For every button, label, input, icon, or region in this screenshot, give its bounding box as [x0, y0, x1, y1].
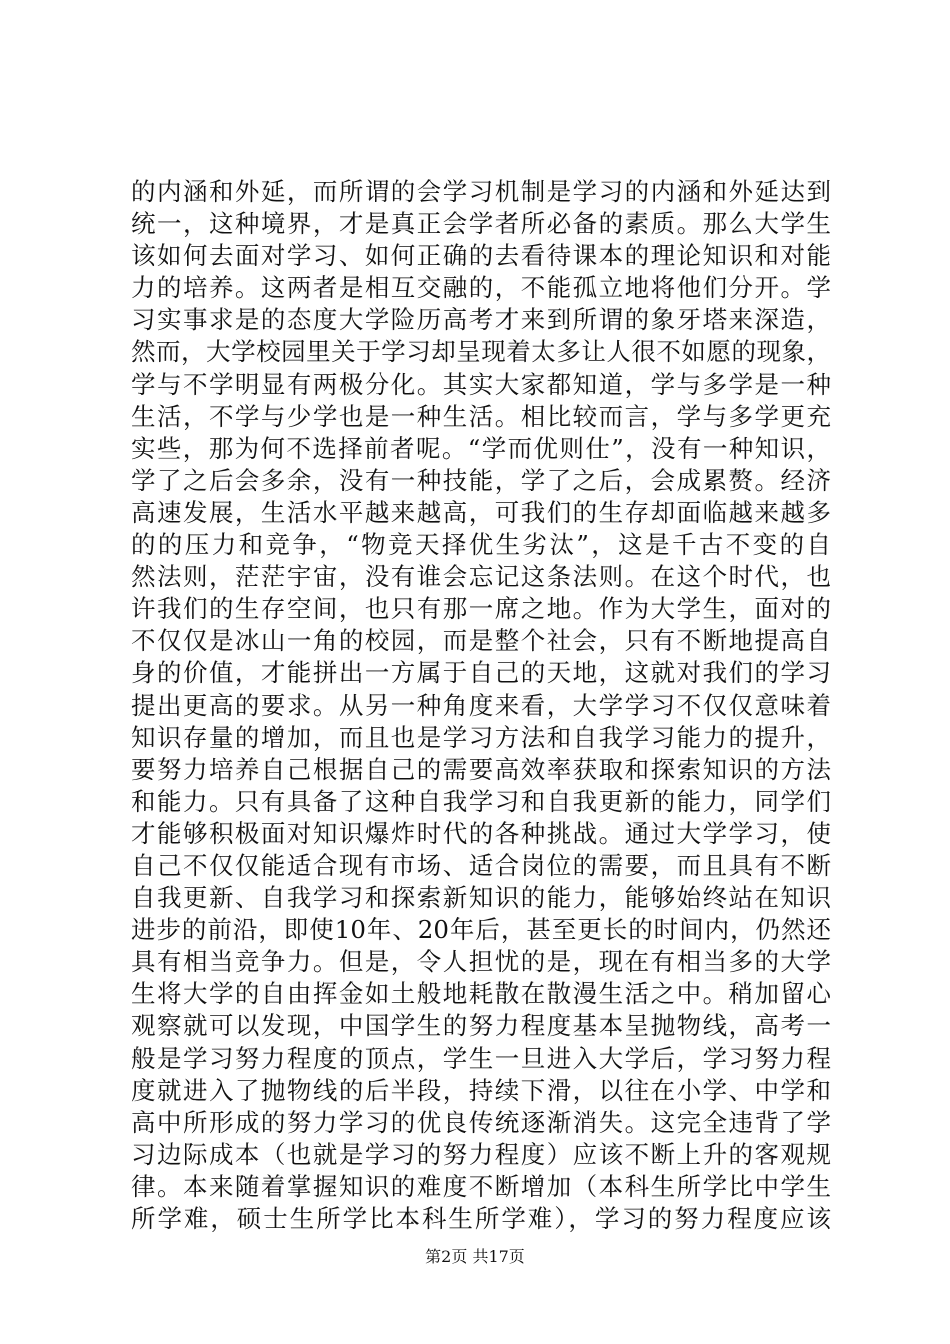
text-line: 的的压力和竞争，“物竞天择优生劣汰”，这是千古不变的自: [131, 530, 831, 560]
text-line: 自己不仅仅能适合现有市场、适合岗位的需要，而且具有不断: [131, 850, 831, 880]
text-line: 才能够积极面对知识爆炸时代的各种挑战。通过大学学习，使: [131, 818, 831, 848]
text-line: 身的价值，才能拼出一方属于自己的天地，这就对我们的学习: [131, 658, 831, 688]
text-line: 所学难，硕士生所学比本科生所学难），学习的努力程度应该: [131, 1204, 831, 1233]
text-line: 律。本来随着掌握知识的难度不断增加（本科生所学比中学生: [131, 1171, 831, 1201]
text-line: 不仅仅是冰山一角的校园，而是整个社会，只有不断地提高自: [131, 626, 831, 656]
text-line: 高中所形成的努力学习的优良传统逐渐消失。这完全违背了学: [131, 1107, 831, 1137]
text-line: 要努力培养自己根据自己的需要高效率获取和探索知识的方法: [131, 754, 831, 784]
text-line: 的内涵和外延，而所谓的会学习机制是学习的内涵和外延达到: [131, 177, 831, 206]
text-line: 然法则，茫茫宇宙，没有谁会忘记这条法则。在这个时代，也: [131, 562, 831, 592]
text-line: 力的培养。这两者是相互交融的，不能孤立地将他们分开。学: [131, 273, 831, 303]
text-line: 然而，大学校园里关于学习却呈现着太多让人很不如愿的现象，: [131, 337, 831, 367]
text-line: 具有相当竞争力。但是，令人担忧的是，现在有相当多的大学: [131, 947, 831, 977]
text-line: 该如何去面对学习、如何正确的去看待课本的理论知识和对能: [131, 241, 831, 271]
text-line: 度就进入了抛物线的后半段，持续下滑，以往在小学、中学和: [131, 1075, 831, 1105]
text-line: 实些，那为何不选择前者呢。“学而优则仕”，没有一种知识，: [131, 433, 831, 463]
text-line: 生将大学的自由挥金如土般地耗散在散漫生活之中。稍加留心: [131, 979, 831, 1009]
text-line: 知识存量的增加，而且也是学习方法和自我学习能力的提升，: [131, 722, 831, 752]
text-line: 习边际成本（也就是学习的努力程度）应该不断上升的客观规: [131, 1139, 831, 1169]
text-line: 观察就可以发现，中国学生的努力程度基本呈抛物线，高考一: [131, 1011, 831, 1041]
text-line: 统一，这种境界，才是真正会学者所必备的素质。那么大学生: [131, 209, 831, 239]
text-line: 提出更高的要求。从另一种角度来看，大学学习不仅仅意味着: [131, 690, 831, 720]
text-line: 自我更新、自我学习和探索新知识的能力，能够始终站在知识: [131, 883, 831, 913]
text-line: 和能力。只有具备了这种自我学习和自我更新的能力，同学们: [131, 786, 831, 816]
text-line: 进步的前沿，即使10年、20年后，甚至更长的时间内，仍然还: [131, 915, 831, 945]
text-line: 般是学习努力程度的顶点，学生一旦进入大学后，学习努力程: [131, 1043, 831, 1073]
text-line: 学与不学明显有两极分化。其实大家都知道，学与多学是一种: [131, 369, 831, 399]
body-paragraph: [131, 176, 831, 1235]
text-line: 高速发展，生活水平越来越高，可我们的生存却面临越来越多: [131, 497, 831, 527]
text-line: 习实事求是的态度大学险历高考才来到所谓的象牙塔来深造，: [131, 305, 831, 335]
text-line: 学了之后会多余，没有一种技能，学了之后，会成累赘。经济: [131, 465, 831, 495]
page-number-footer: 第2页 共17页: [425, 1247, 525, 1266]
text-line: 生活，不学与少学也是一种生活。相比较而言，学与多学更充: [131, 401, 831, 431]
text-line: 许我们的生存空间，也只有那一席之地。作为大学生，面对的: [131, 594, 831, 624]
